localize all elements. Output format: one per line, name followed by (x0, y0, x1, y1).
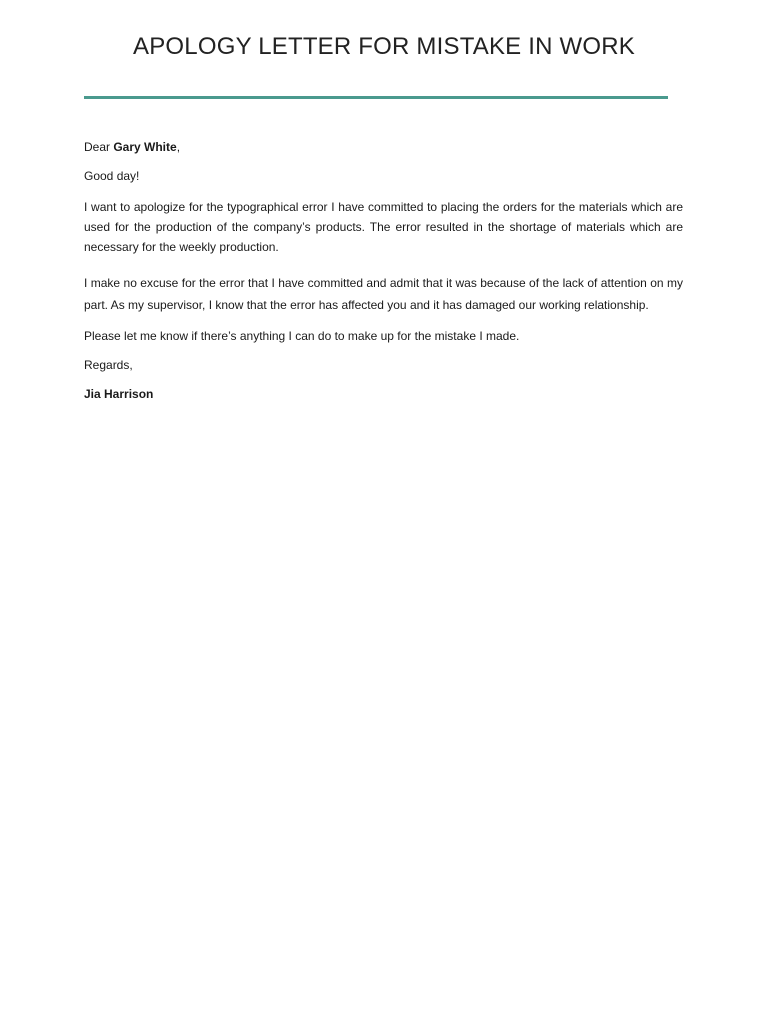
salutation-prefix: Dear (84, 140, 114, 154)
salutation-suffix: , (176, 140, 181, 154)
salutation (84, 139, 683, 155)
paragraph-accountability: I make no excuse for the error that I have committed and admit that it was because of the lack of attention on my part. As my supervisor, I know that the error has affected you and it has damaged our working relationship. (84, 276, 683, 312)
signature: Jia Harrison (84, 387, 154, 401)
paragraph-apology: I want to apologize for the typographical error I have committed to placing the orders for the materials which are used for the production of the company’s products. The error resulted in the shortage of materials which are necessary for the weekly production. (84, 200, 683, 254)
closing: Regards, (84, 358, 133, 372)
recipient-name: Gary White (113, 140, 177, 154)
paragraph-offer: Please let me know if there’s anything I can do to make up for the mistake I made. (84, 329, 520, 343)
page-title: APOLOGY LETTER FOR MISTAKE IN WORK (133, 33, 635, 60)
title-divider (84, 96, 668, 99)
letter-body (84, 139, 683, 402)
greeting: Good day! (84, 169, 140, 183)
